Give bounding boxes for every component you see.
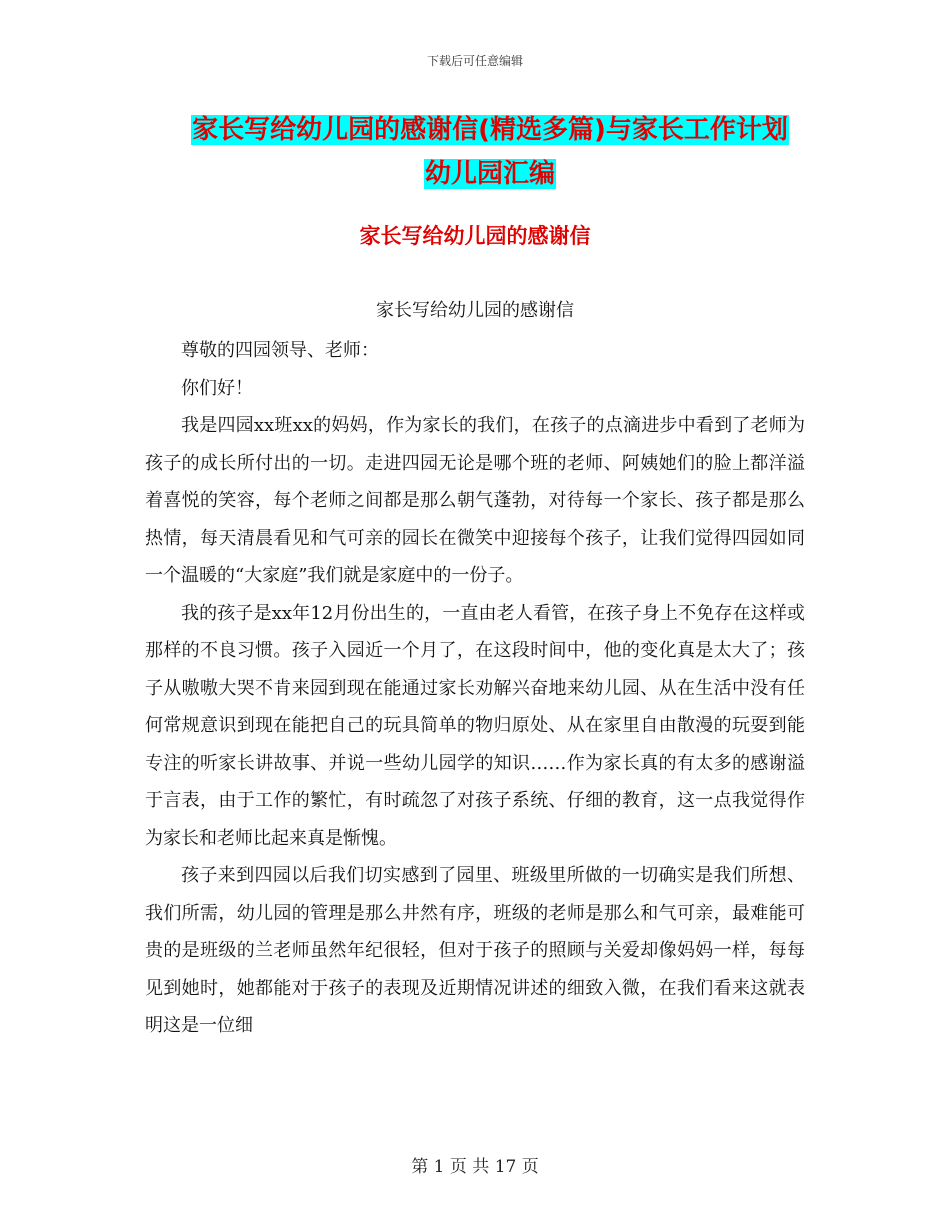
letter-body [145, 332, 805, 1045]
main-title-line1 [140, 108, 840, 152]
letter-title: 家长写给幼儿园的感谢信 [376, 300, 574, 321]
salutation: 尊敬的四园领导、老师： [181, 340, 379, 361]
main-title-line2 [140, 152, 840, 196]
greeting: 你们好！ [181, 377, 253, 399]
main-title-line2-text: 幼儿园汇编 [424, 159, 555, 189]
page-number-footer: 第 1 页 共 17 页 [411, 1157, 539, 1177]
main-title-line1-text: 家长写给幼儿园的感谢信(精选多篇)与家长工作计划 [192, 115, 788, 145]
body-paragraph: 我的孩子是xx年12月份出生的，一直由老人看管，在孩子身上不免存在这样或那样的不良习惯。孩子入园近一个月了，在这段时间中，他的变化真是太大了；孩子从嗷嗷大哭不肯来园到现在能通过家长劝解兴奋地来幼儿园、从在生活中没有任何常规意识到现在能把自己的玩具简单的物归原处、从在家里自由散漫的玩耍到能专注的听家长讲故事、并说一些幼儿园学的知识……作为家长真的有太多的感谢溢于言表，由于工作的繁忙，有时疏忽了对孩子系统、仔细的教育，这一点我觉得作为家长和老师比起来真是惭愧。 [145, 602, 805, 849]
body-paragraph: 孩子来到四园以后我们切实感到了园里、班级里所做的一切确实是我们所想、我们所需，幼儿园的管理是那么井然有序，班级的老师是那么和气可亲，最难能可贵的是班级的兰老师虽然年纪很轻，但对于孩子的照顾与关爱却像妈妈一样，每每见到她时，她都能对于孩子的表现及近期情况讲述的细致入微，在我们看来这就表明这是一位细 [145, 865, 805, 1036]
body-paragraph: 我是四园xx班xx的妈妈，作为家长的我们，在孩子的点滴进步中看到了老师为孩子的成长所付出的一切。走进四园无论是哪个班的老师、阿姨她们的脸上都洋溢着喜悦的笑容，每个老师之间都是那么朝气蓬勃，对待每一个家长、孩子都是那么热情，每天清晨看见和气可亲的园长在微笑中迎接每个孩子，让我们觉得四园如同一个温暖的“大家庭”我们就是家庭中的一份子。 [145, 415, 805, 586]
section-title: 家长写给幼儿园的感谢信 [359, 224, 591, 248]
header-note: 下载后可任意编辑 [426, 54, 523, 68]
